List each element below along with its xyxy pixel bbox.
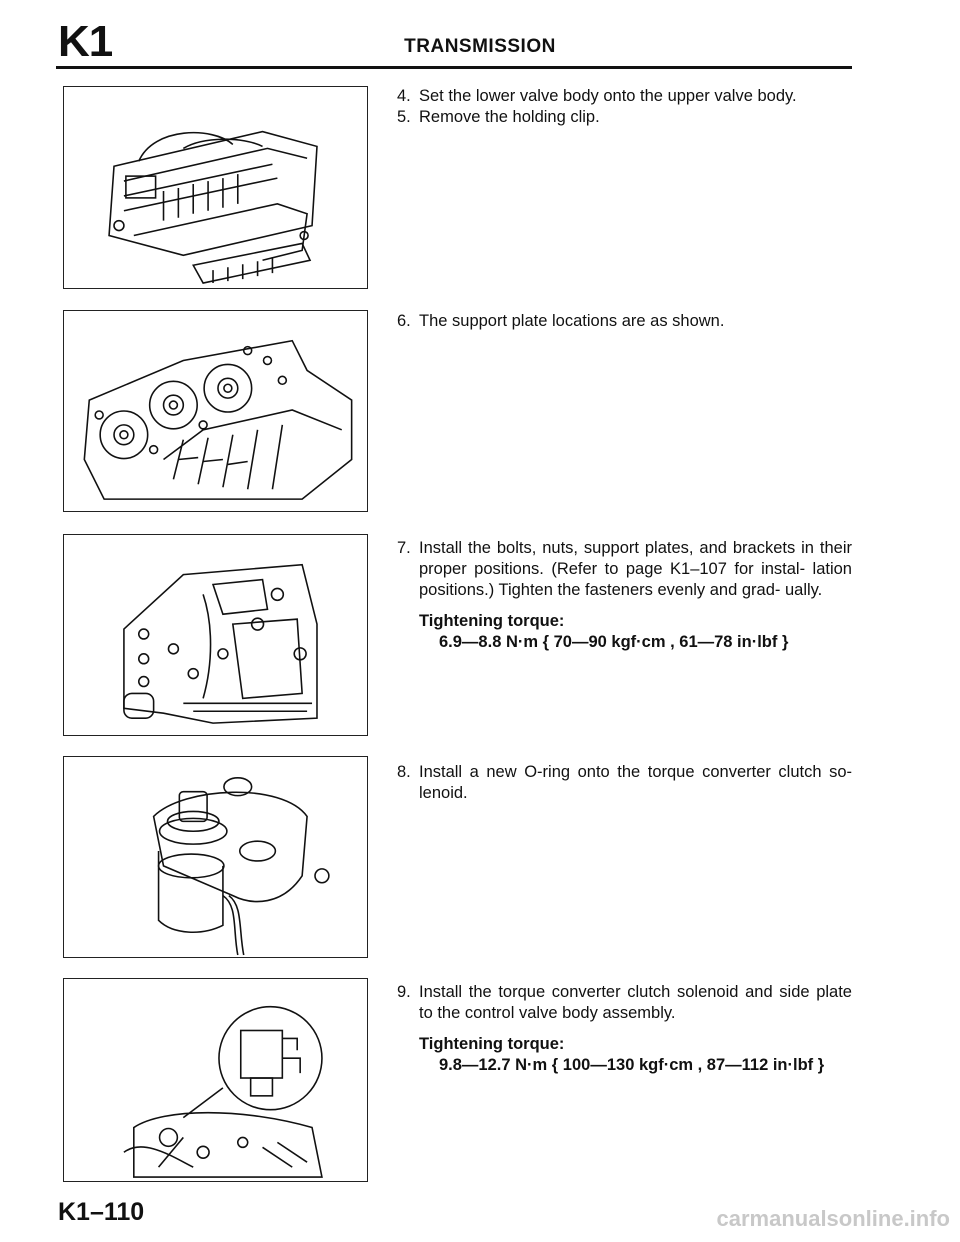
- torque-value: 9.8—12.7 N·m { 100—130 kgf·cm , 87—112 in·lbf }: [439, 1056, 825, 1074]
- step-text: Install the torque converter clutch solenoid and side plate to the control valve body assembly.: [419, 983, 852, 1022]
- page-number: K1–110: [58, 1198, 145, 1226]
- torque-value: 6.9—8.8 N·m { 70—90 kgf·cm , 61—78 in·lbf }: [439, 633, 789, 651]
- valve-body-assembly-figure: [63, 86, 368, 289]
- bolts-and-plates-illustration: [64, 535, 367, 735]
- support-plate-figure: [63, 310, 368, 512]
- support-plate-illustration: [64, 311, 367, 511]
- solenoid-installation-illustration: [64, 979, 367, 1181]
- torque-label: Tightening torque:: [419, 1035, 565, 1053]
- bolts-and-plates-figure: [63, 534, 368, 736]
- step-number: 9.: [397, 983, 411, 1001]
- header-rule: [56, 66, 852, 69]
- torque-label: Tightening torque:: [419, 612, 565, 630]
- valve-body-illustration: [64, 87, 367, 288]
- step-5: [397, 107, 852, 128]
- watermark: carmanualsonline.info: [716, 1206, 950, 1231]
- torque-spec: [419, 611, 852, 653]
- section-code: K1: [58, 17, 113, 66]
- step-number: 6.: [397, 312, 411, 330]
- page-title: TRANSMISSION: [404, 36, 556, 57]
- solenoid-installation-figure: [63, 978, 368, 1182]
- step-text: The support plate locations are as shown.: [419, 312, 725, 330]
- step-7: [397, 538, 852, 653]
- step-6: [397, 311, 852, 332]
- solenoid-o-ring-illustration: [64, 757, 367, 957]
- step-number: 8.: [397, 763, 411, 781]
- step-8: [397, 762, 852, 804]
- step-number: 7.: [397, 539, 411, 557]
- step-number: 4.: [397, 87, 411, 105]
- step-4: [397, 86, 852, 107]
- torque-spec: [419, 1034, 852, 1076]
- step-text: Set the lower valve body onto the upper valve body.: [419, 87, 797, 105]
- step-text: Install a new O-ring onto the torque converter clutch so- lenoid.: [419, 763, 852, 802]
- step-text: Remove the holding clip.: [419, 108, 600, 126]
- solenoid-o-ring-figure: [63, 756, 368, 958]
- step-9: [397, 982, 852, 1076]
- step-number: 5.: [397, 108, 411, 126]
- step-text: Install the bolts, nuts, support plates, and brackets in their proper positions. (Refer to page K1–107 for instal- lation positions.) Tighten the fasteners evenly and grad- ually.: [419, 539, 852, 599]
